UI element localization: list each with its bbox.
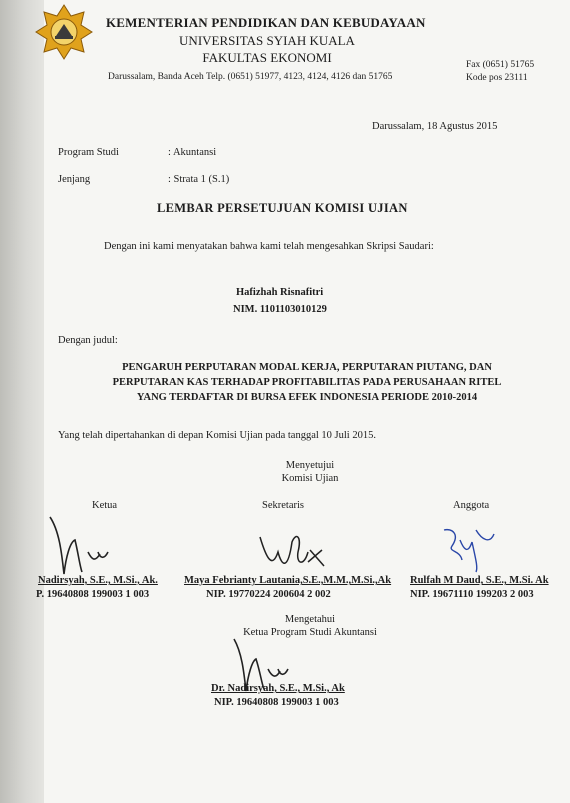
- chair-role: Ketua: [92, 500, 118, 511]
- secretary-name: Maya Febrianty Lautania,S.E.,M.M.,M.Si.,Ak: [184, 575, 392, 586]
- student-nim: NIM. 1101103010129: [233, 304, 327, 315]
- head-nip: NIP. 19640808 199003 1 003: [214, 697, 339, 708]
- known-line-2: Ketua Program Studi Akuntansi: [243, 627, 377, 638]
- level-value: : Strata 1 (S.1): [168, 174, 230, 185]
- judul-label: Dengan judul:: [58, 335, 118, 346]
- postal-code: Kode pos 23111: [466, 73, 528, 83]
- member-signature: [432, 520, 502, 575]
- ministry-name: KEMENTERIAN PENDIDIKAN DAN KEBUDAYAAN: [106, 15, 426, 30]
- document-title: LEMBAR PERSETUJUAN KOMISI UJIAN: [157, 201, 408, 215]
- thesis-title-line-3: YANG TERDAFTAR DI BURSA EFEK INDONESIA PERIODE 2010-2014: [136, 392, 478, 403]
- show-through-text: [272, 133, 275, 144]
- approval-line-1: Menyetujui: [285, 460, 335, 471]
- program-label: Program Studi: [58, 147, 119, 158]
- date-line: Darussalam, 18 Agustus 2015: [372, 121, 498, 132]
- university-name: [0, 33, 570, 49]
- address: Darussalam, Banda Aceh Telp. (0651) 51977, 4123, 4124, 4126 dan 51765: [108, 72, 393, 82]
- student-name: Hafizhah Risnafitri: [236, 287, 324, 298]
- program-value: : Akuntansi: [168, 147, 217, 158]
- member-role: Anggota: [453, 500, 490, 511]
- secretary-role: Sekretaris: [262, 500, 304, 511]
- chair-name: Nadirsyah, S.E., M.Si., Ak.: [38, 575, 158, 586]
- approval-line-2: Komisi Ujian: [281, 473, 339, 484]
- faculty-name-text: FAKULTAS EKONOMI: [202, 50, 332, 65]
- fax: Fax (0651) 51765: [466, 60, 535, 70]
- known-line-1: Mengetahui: [284, 614, 336, 625]
- member-name: Rulfah M Daud, S.E., M.Si. Ak: [410, 575, 549, 586]
- chair-nip: P. 19640808 199003 1 003: [36, 589, 150, 600]
- secretary-nip: NIP. 19770224 200604 2 002: [206, 589, 331, 600]
- university-name-text: UNIVERSITAS SYIAH KUALA: [179, 33, 355, 48]
- secretary-signature: [252, 522, 332, 577]
- defended-statement: Yang telah dipertahankan di depan Komisi Ujian pada tanggal 10 Juli 2015.: [58, 430, 376, 441]
- member-nip: NIP. 19671110 199203 2 003: [410, 589, 534, 600]
- statement: Dengan ini kami menyatakan bahwa kami telah mengesahkan Skripsi Saudari:: [104, 241, 434, 252]
- previous-page-edge: [0, 0, 46, 803]
- level-label: Jenjang: [58, 174, 91, 185]
- chair-signature: [40, 512, 120, 582]
- head-name: Dr. Nadirsyah, S.E., M.Si., Ak: [211, 683, 345, 694]
- thesis-title-line-1: PENGARUH PERPUTARAN MODAL KERJA, PERPUTARAN PIUTANG, DAN: [122, 362, 492, 373]
- thesis-title-line-2: PERPUTARAN KAS TERHADAP PROFITABILITAS PADA PERUSAHAAN RITEL: [112, 377, 502, 388]
